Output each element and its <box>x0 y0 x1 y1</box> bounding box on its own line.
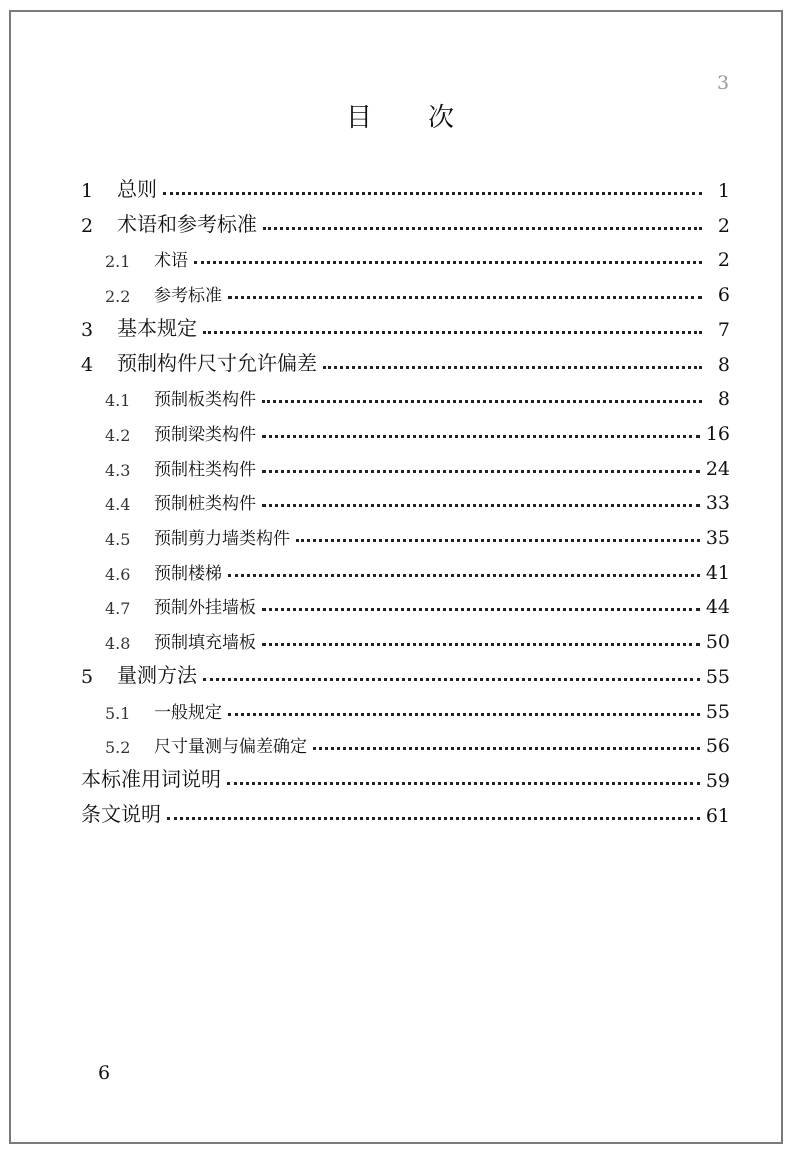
toc-entry-page: 1 <box>717 180 730 202</box>
toc-entry-page: 8 <box>717 388 730 411</box>
dot-leader <box>167 817 700 820</box>
dot-leader <box>262 400 702 403</box>
toc-entry[interactable] <box>81 346 730 376</box>
toc-entry[interactable] <box>81 658 730 688</box>
toc-entry-number: 4.5 <box>105 530 131 549</box>
dot-leader <box>262 504 700 507</box>
document-page <box>9 10 783 1144</box>
toc-entry-label: 预制剪力墙类构件 <box>154 529 290 549</box>
toc-entry-page: 6 <box>717 284 730 307</box>
toc-entry[interactable] <box>105 588 730 618</box>
toc-entry-label: 预制板类构件 <box>154 390 256 411</box>
toc-entry-label: 预制梁类构件 <box>154 424 256 445</box>
toc-entry-label: 尺寸量测与偏差确定 <box>154 737 307 758</box>
toc-entry-number: 1 <box>81 180 94 202</box>
toc-entry-label: 预制楼梯 <box>154 563 222 584</box>
bottom-page-number: 6 <box>98 1062 111 1084</box>
toc-entry-label: 条文说明 <box>81 801 161 826</box>
toc-entry-label: 预制桩类构件 <box>154 494 256 515</box>
dot-leader <box>163 192 702 195</box>
dot-leader <box>323 366 702 369</box>
toc-entry-number: 4.7 <box>105 599 131 619</box>
toc-entry-label: 预制外挂墙板 <box>154 598 256 619</box>
toc-entry[interactable] <box>105 276 730 306</box>
toc-entry-number: 4.6 <box>105 564 131 584</box>
toc-entry-page: 16 <box>705 422 730 445</box>
toc-entry-page: 59 <box>705 769 730 792</box>
page-title <box>346 97 454 134</box>
toc-entry-label: 总则 <box>117 177 157 201</box>
dot-leader <box>313 747 700 750</box>
toc-entry-number: 3 <box>81 318 94 341</box>
dot-leader <box>262 470 700 473</box>
toc-entry-label: 量测方法 <box>117 662 197 687</box>
toc-entry[interactable] <box>105 727 730 757</box>
toc-entry[interactable] <box>105 519 730 549</box>
toc-entry[interactable] <box>105 415 730 445</box>
toc-entry-number: 2 <box>81 214 94 237</box>
toc-entry[interactable] <box>105 484 730 514</box>
toc-entry-page: 2 <box>717 249 730 272</box>
toc-entry-label: 预制构件尺寸允许偏差 <box>117 350 317 375</box>
toc-entry[interactable] <box>105 450 730 480</box>
toc-entry-page: 24 <box>705 457 730 480</box>
corner-page-number: 3 <box>717 72 730 94</box>
title-char-2: 次 <box>428 103 455 133</box>
toc-entry-label: 一般规定 <box>154 702 222 723</box>
toc-entry-number: 5.2 <box>105 738 131 758</box>
toc-entry-page: 50 <box>705 631 730 654</box>
dot-leader <box>296 539 700 542</box>
toc-entry[interactable] <box>81 797 730 827</box>
toc-entry-label: 基本规定 <box>117 315 197 340</box>
dot-leader <box>262 608 700 611</box>
toc-entry-page: 33 <box>705 492 730 515</box>
toc-entry-number: 5.1 <box>105 703 131 723</box>
toc-entry-page: 2 <box>717 214 730 237</box>
toc-entry-label: 术语 <box>154 251 188 272</box>
toc-entry-page: 61 <box>705 804 730 827</box>
toc-entry-number: 4.3 <box>105 460 131 480</box>
toc-entry[interactable] <box>105 693 730 723</box>
toc-entry-page: 8 <box>717 353 730 376</box>
dot-leader <box>194 261 702 264</box>
toc-entry-number: 4.2 <box>105 425 131 445</box>
toc-entry-number: 4.1 <box>105 391 131 411</box>
toc-entry[interactable] <box>105 241 730 271</box>
toc-entry-number: 4.4 <box>105 495 131 515</box>
toc-entry[interactable] <box>105 623 730 653</box>
toc-entry[interactable] <box>105 380 730 410</box>
toc-entry-number: 5 <box>81 665 94 688</box>
toc-entry-label: 预制填充墙板 <box>154 633 256 654</box>
dot-leader <box>228 296 702 299</box>
toc-entry-number: 4.8 <box>105 634 131 654</box>
toc-entry-page: 35 <box>705 527 730 549</box>
toc-entry-page: 7 <box>717 318 730 341</box>
toc-entry-page: 55 <box>705 665 730 688</box>
toc-entry-label: 本标准用词说明 <box>81 766 221 791</box>
toc-entry-page: 55 <box>705 700 730 723</box>
toc-entry-page: 41 <box>705 561 730 584</box>
toc-entry[interactable] <box>81 207 730 237</box>
toc-entry[interactable] <box>81 762 730 792</box>
dot-leader <box>228 574 700 577</box>
toc-entry-number: 4 <box>81 353 94 376</box>
dot-leader <box>228 713 700 716</box>
dot-leader <box>262 643 700 646</box>
dot-leader <box>263 227 702 230</box>
toc-entry-label: 参考标准 <box>154 286 222 307</box>
toc-entry-number: 2.1 <box>105 252 131 272</box>
dot-leader <box>227 782 700 785</box>
dot-leader <box>203 678 700 681</box>
toc-entry[interactable] <box>105 554 730 584</box>
toc-entry-page: 56 <box>705 735 730 758</box>
toc-entry-number: 2.2 <box>105 287 131 307</box>
toc-entry[interactable] <box>81 311 730 341</box>
toc-entry-page: 44 <box>705 596 730 619</box>
toc-entry[interactable] <box>81 172 730 202</box>
dot-leader <box>203 331 702 334</box>
toc-entry-label: 术语和参考标准 <box>117 211 257 236</box>
dot-leader <box>262 435 700 438</box>
title-char-1: 目 <box>346 103 373 133</box>
toc-entry-label: 预制柱类构件 <box>154 459 256 480</box>
